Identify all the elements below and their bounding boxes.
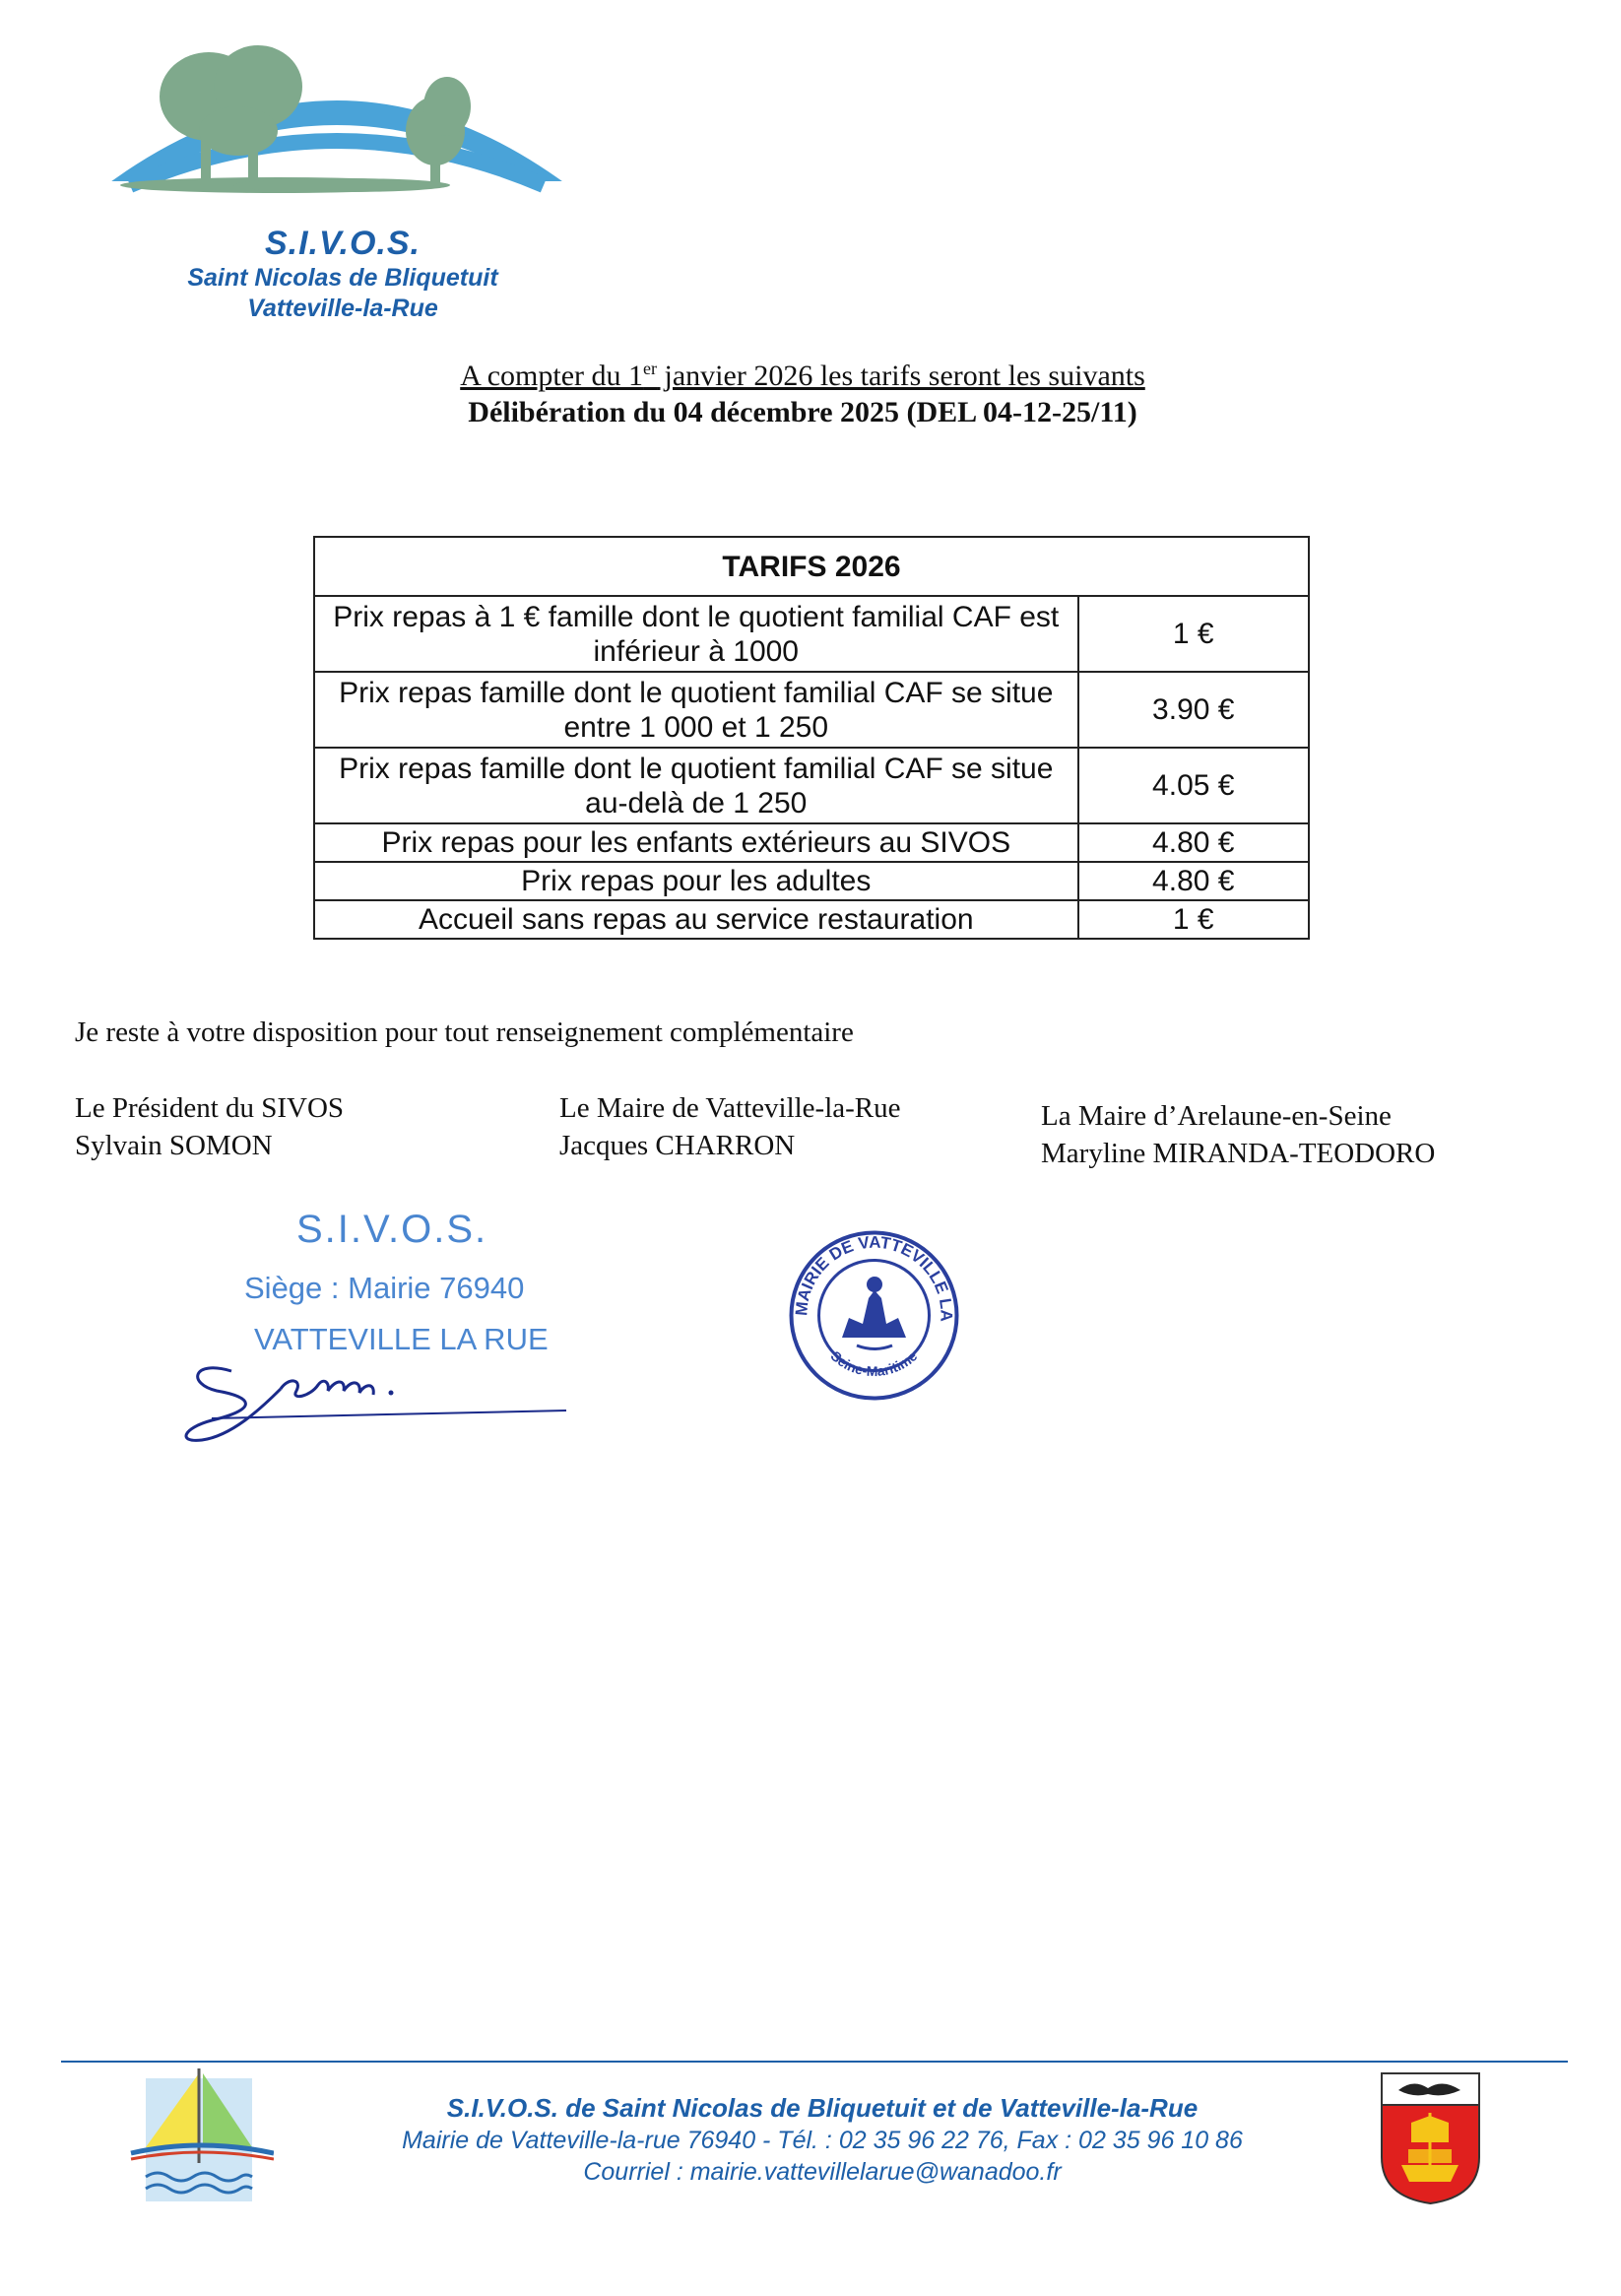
document-heading [295, 351, 1310, 430]
row-label: Prix repas pour les enfants extérieurs au SIVOS [314, 823, 1078, 862]
signatory-role: Le Maire de Vatteville-la-Rue [559, 1092, 901, 1124]
row-price: 4.05 € [1078, 748, 1309, 823]
heading-line1-prefix: A compter du 1 [460, 360, 644, 392]
signatory-mayor-arelaune [1041, 1097, 1435, 1172]
signatory-name: Sylvain SOMON [75, 1130, 273, 1161]
organization-header [146, 225, 540, 324]
footer-bridge-logo [126, 2068, 274, 2206]
org-line1: Saint Nicolas de Bliquetuit [187, 264, 498, 292]
table-row [314, 900, 1309, 939]
tarifs-table [313, 536, 1310, 940]
tarifs-title: TARIFS 2026 [314, 537, 1309, 596]
coat-of-arms-icon [1374, 2068, 1487, 2206]
signatory-name: Jacques CHARRON [559, 1130, 796, 1161]
row-label: Prix repas à 1 € famille dont le quotient familial CAF est inférieur à 1000 [314, 596, 1078, 672]
svg-text:Seine-Maritime [827, 1347, 920, 1379]
heading-line1 [295, 351, 1310, 394]
row-label: Accueil sans repas au service restauration [314, 900, 1078, 939]
stamp-line1: S.I.V.O.S. [296, 1208, 488, 1251]
tarifs-header-row [314, 537, 1309, 596]
row-label: Prix repas famille dont le quotient familial CAF se situe entre 1 000 et 1 250 [314, 672, 1078, 748]
org-line2: Vatteville-la-Rue [247, 295, 438, 322]
footer-line1: S.I.V.O.S. de Saint Nicolas de Bliquetuit et de Vatteville-la-Rue [446, 2093, 1199, 2123]
signatory-name: Maryline MIRANDA-TEODORO [1041, 1138, 1436, 1169]
table-row [314, 823, 1309, 862]
footer-line3: Courriel : mairie.vattevillelarue@wanadoo.fr [583, 2158, 1062, 2186]
heading-line2: Délibération du 04 décembre 2025 (DEL 04-12-25/11) [468, 396, 1137, 428]
footer-line2: Mairie de Vatteville-la-rue 76940 - Tél. : 02 35 96 22 76, Fax : 02 35 96 10 86 [402, 2127, 1243, 2154]
footer-divider [61, 2061, 1568, 2063]
row-price: 4.80 € [1078, 862, 1309, 900]
row-price: 3.90 € [1078, 672, 1309, 748]
heading-line1-sup: er [643, 359, 658, 378]
stamp-line2: Siège : Mairie 76940 [244, 1271, 525, 1305]
signatory-role: La Maire d’Arelaune-en-Seine [1041, 1100, 1392, 1132]
table-row [314, 596, 1309, 672]
stamp-line3: VATTEVILLE LA RUE [254, 1322, 549, 1356]
row-label: Prix repas pour les adultes [314, 862, 1078, 900]
table-row [314, 748, 1309, 823]
heading-line1-suffix: janvier 2026 les tarifs seront les suivants [657, 360, 1145, 392]
signatory-role: Le Président du SIVOS [75, 1092, 345, 1124]
mairie-seal [788, 1229, 960, 1402]
footer-contact [295, 2092, 1349, 2188]
handwritten-signature [172, 1349, 586, 1458]
table-row [314, 672, 1309, 748]
closing-sentence: Je reste à votre disposition pour tout renseignement complémentaire [75, 1017, 854, 1048]
signatory-mayor-vatteville [559, 1089, 901, 1164]
row-price: 4.80 € [1078, 823, 1309, 862]
sivos-logo [91, 37, 583, 197]
seal-ring-text: MAIRIE DE VATTEVILLE LA [792, 1232, 956, 1322]
sivos-stamp [172, 1202, 586, 1458]
org-title: S.I.V.O.S. [264, 225, 421, 262]
row-label: Prix repas famille dont le quotient familial CAF se situe au-delà de 1 250 [314, 748, 1078, 823]
table-row [314, 862, 1309, 900]
row-price: 1 € [1078, 900, 1309, 939]
row-price: 1 € [1078, 596, 1309, 672]
seal-bottom-text: Seine-Maritime [827, 1347, 921, 1380]
signatory-president [75, 1089, 344, 1164]
